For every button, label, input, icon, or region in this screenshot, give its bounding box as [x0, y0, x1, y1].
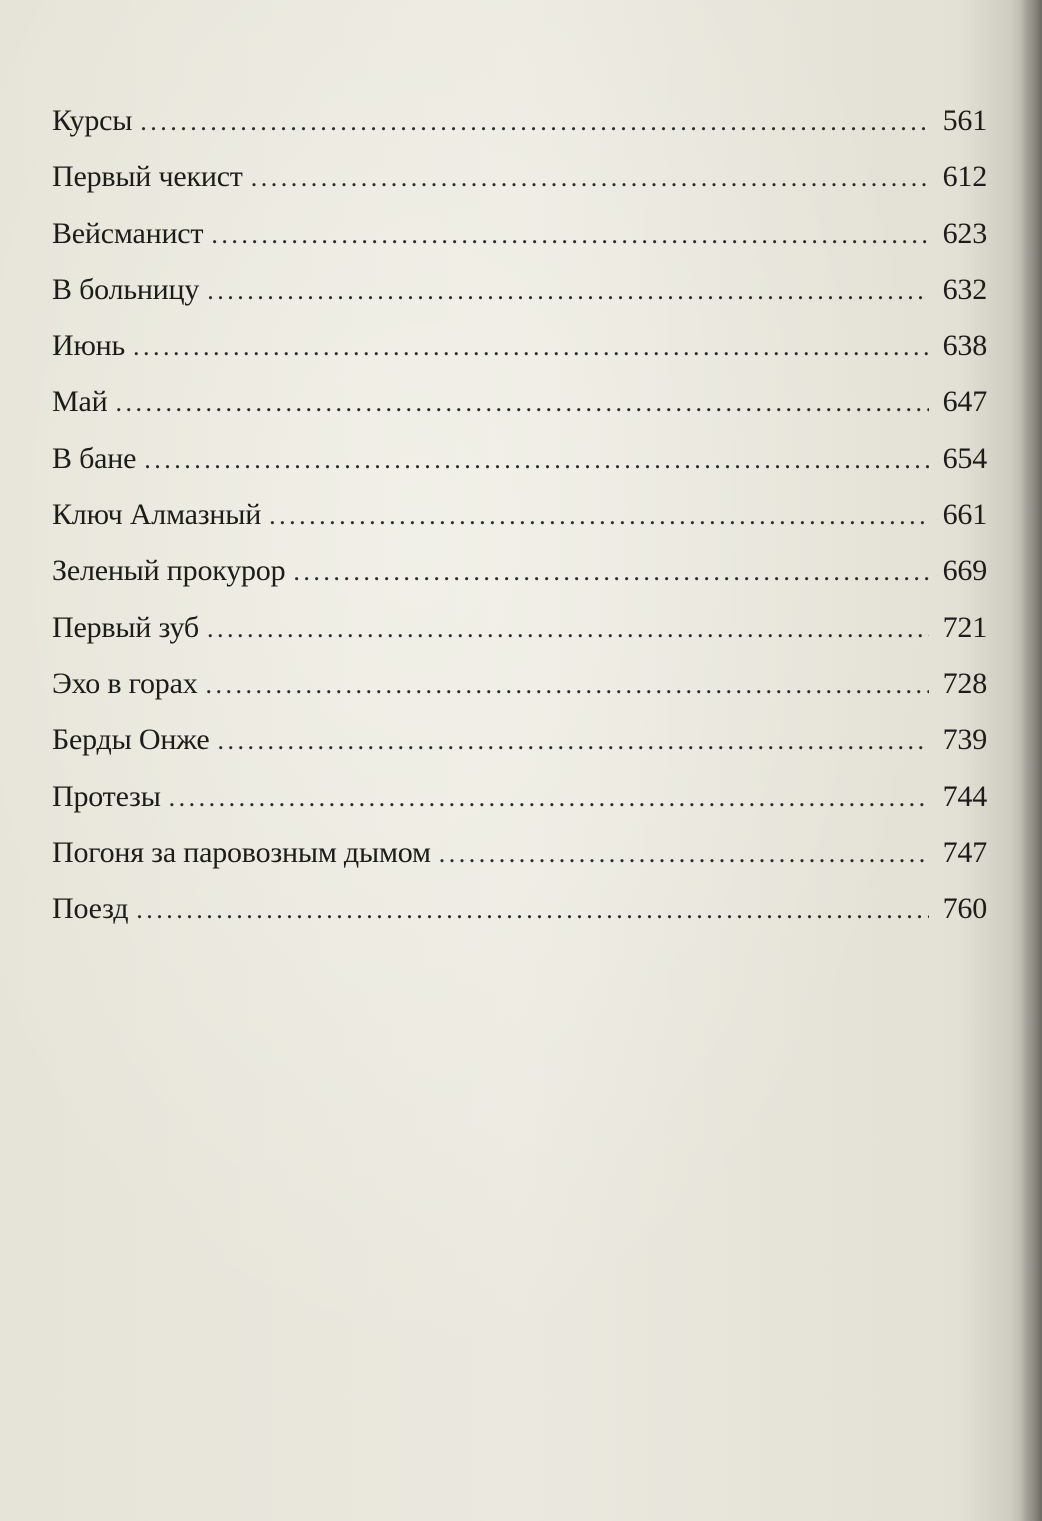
toc-entry-title: Первый чекист — [52, 160, 243, 194]
toc-entry — [52, 611, 987, 667]
toc-entry — [52, 723, 987, 779]
toc-entry-page: 744 — [942, 779, 987, 813]
toc-entry — [52, 498, 987, 554]
toc-entry-title: Июнь — [52, 329, 126, 363]
toc-leader-dots — [439, 839, 929, 869]
toc-entry-title: Вейсманист — [52, 216, 204, 250]
toc-entry-page: 669 — [942, 554, 987, 588]
toc-entry — [52, 329, 987, 385]
toc-entry-page: 760 — [942, 892, 987, 926]
toc-entry-page: 638 — [942, 329, 987, 363]
toc-entry-page: 647 — [942, 385, 987, 419]
toc-entry-title: Берды Онже — [52, 723, 210, 757]
toc-entry-page: 612 — [942, 160, 987, 194]
toc-entry-title: Май — [52, 385, 108, 419]
toc-leader-dots — [115, 388, 929, 418]
toc-leader-dots — [217, 726, 929, 756]
toc-leader-dots — [169, 783, 929, 813]
toc-leader-dots — [207, 276, 929, 306]
toc-leader-dots — [251, 163, 929, 193]
toc-entry-page: 623 — [942, 216, 987, 250]
toc-entry — [52, 780, 987, 836]
toc-entry — [52, 160, 987, 216]
toc-entry-title: Зеленый прокурор — [52, 554, 286, 588]
toc-entry-title: Курсы — [52, 104, 133, 137]
toc-leader-dots — [207, 614, 929, 644]
toc-entry-title: Погоня за паровозным дымом — [52, 835, 431, 869]
toc-leader-dots — [293, 557, 929, 587]
toc-entry-page: 739 — [942, 723, 987, 757]
toc-entry-page: 728 — [942, 666, 987, 700]
toc-entry — [52, 442, 987, 498]
toc-entry-title: Эхо в горах — [52, 666, 198, 700]
toc-entry — [52, 667, 987, 723]
toc-entry-page: 654 — [942, 441, 987, 475]
toc-entry-page: 632 — [942, 272, 987, 306]
toc-leader-dots — [133, 332, 929, 362]
toc-entry-title: В больницу — [52, 272, 200, 306]
toc-leader-dots — [144, 445, 929, 475]
toc-leader-dots — [269, 501, 929, 531]
toc-entry — [52, 385, 987, 441]
toc-entry-page: 747 — [942, 835, 987, 869]
page-gutter-shadow — [1020, 0, 1042, 1521]
toc-entry-title: Первый зуб — [52, 610, 199, 644]
toc-entry-page: 561 — [942, 104, 987, 137]
toc-entry — [52, 273, 987, 329]
toc-entry — [52, 217, 987, 273]
toc-entry — [52, 836, 987, 892]
toc-entry — [52, 892, 987, 948]
toc-entry-title: В бане — [52, 441, 137, 475]
toc-leader-dots — [136, 895, 929, 925]
toc-entry-title: Ключ Алмазный — [52, 498, 262, 532]
toc-entry — [52, 104, 987, 160]
toc-entry-page: 661 — [942, 498, 987, 532]
toc-entry-title: Протезы — [52, 779, 161, 813]
toc-entry-page: 721 — [942, 610, 987, 644]
toc-leader-dots — [140, 107, 929, 137]
toc-leader-dots — [206, 670, 929, 700]
table-of-contents — [52, 104, 987, 948]
toc-leader-dots — [211, 220, 929, 250]
toc-entry-title: Поезд — [52, 892, 129, 926]
toc-entry — [52, 554, 987, 610]
